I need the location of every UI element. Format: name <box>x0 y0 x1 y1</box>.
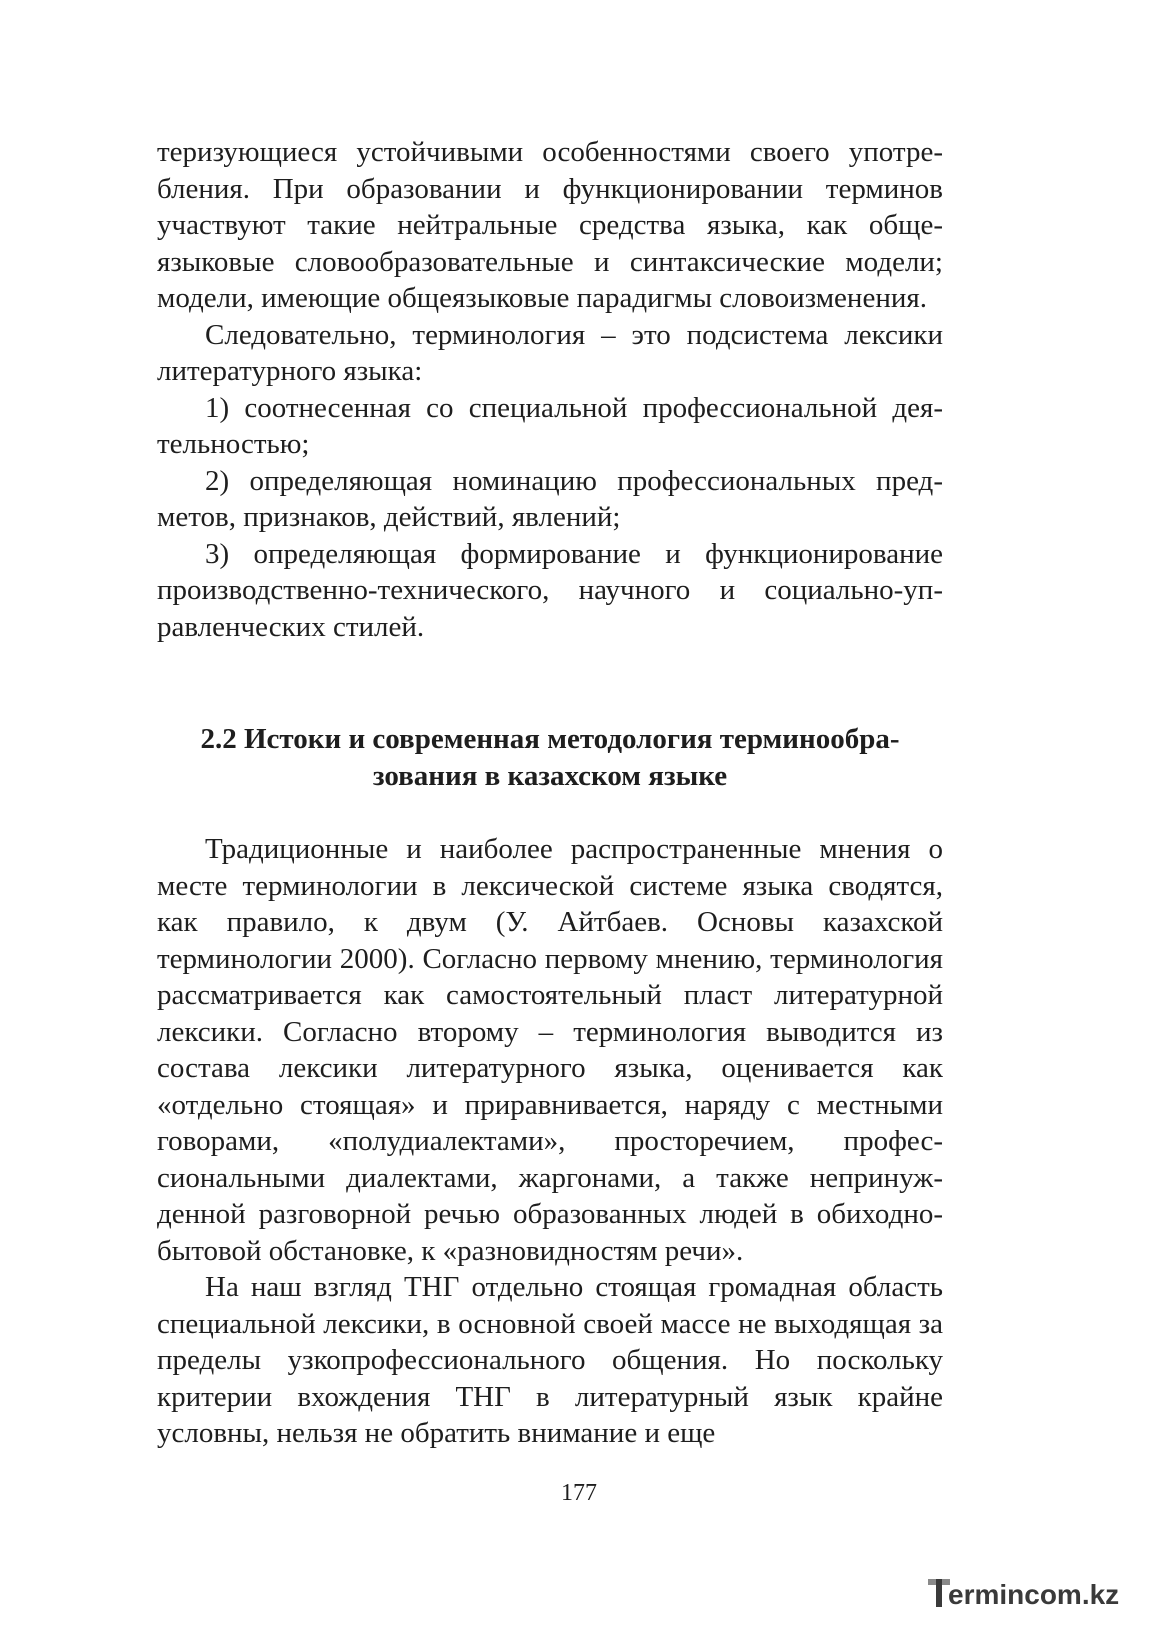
list-item: 1) соотнесенная со специальной профессиональной деятельностью; <box>157 391 943 460</box>
paragraph: Традиционные и наиболее распространенные мнения о месте терминологии в лексической системе языка сводятся, как правило, к двум (У. Айтбаев. Основы казахской терминологии 2000). Согласно первому мнению, терминология рассматривается как самостоятельный пласт литературной лексики. Согласно второму – терминология выводится из состава лексики литературного языка, оценивается как «отдельно стоящая» и приравнивается, наряду с местными говорами, «полудиалектами», просторечием, профессиональными диалектами, жаргонами, а также непринужденной разговорной речью образованных людей в обиходно-бытовой обстановке, к «разновидностям речи». <box>157 833 943 1267</box>
list-item: 3) определяющая формирование и функционирование производственно-технического, научного и социально-управленческих стилей. <box>157 537 943 643</box>
text-block-top <box>157 134 943 645</box>
list-item: 2) определяющая номинацию профессиональных предметов, признаков, действий, явлений; <box>157 464 943 533</box>
paragraph: На наш взгляд ТНГ отдельно стоящая громадная область специальной лексики, в основной своей массе не выходящая за пределы узкопрофессионального общения. Но поскольку критерии вхождения ТНГ в литературный язык крайне условны, нельзя не обратить внимание и еще <box>157 1271 943 1449</box>
text-block-bottom <box>157 831 943 1452</box>
termincom-watermark-logo <box>928 1573 1140 1613</box>
paragraph: теризующиеся устойчивыми особенностями своего употребления. При образовании и функционировании терминов участвуют такие нейтральные средства языка, как общеязыковые словообразовательные и синтаксические модели; модели, имеющие общеязыковые парадигмы словоизменения. <box>157 136 943 314</box>
section-heading: 2.2 Истоки и современная методология терминообразования в казахском языке <box>200 723 900 792</box>
svg-text:ermincom.kz: ermincom.kz <box>948 1579 1120 1610</box>
paragraph: Следовательно, терминология – это подсистема лексики литературного языка: <box>157 318 943 387</box>
page-number: 177 <box>561 1480 597 1506</box>
